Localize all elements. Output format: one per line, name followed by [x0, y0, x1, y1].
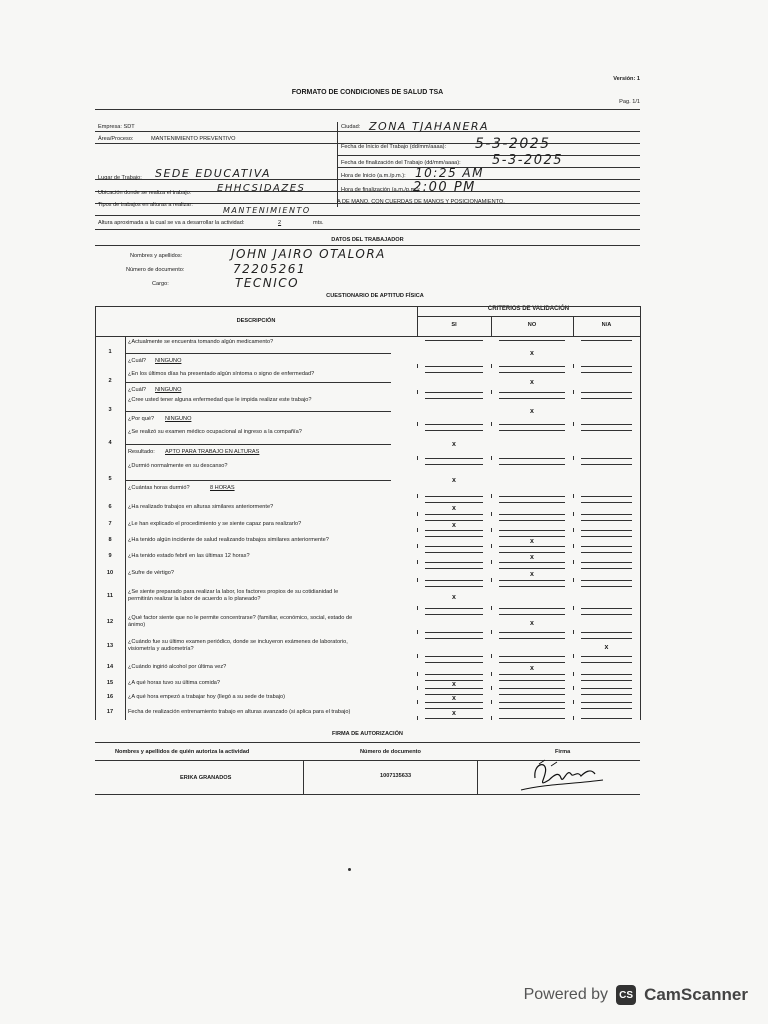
- altura-value: 2: [278, 220, 282, 226]
- row-number: 12: [106, 618, 114, 625]
- row-question: ¿Qué factor siente que no le permite concentrarse? (familiar, económico, social, estado de: [128, 615, 353, 621]
- lugar-value: SEDE EDUCATIVA: [155, 167, 271, 180]
- form-title: FORMATO DE CONDICIONES DE SALUD TSA: [291, 89, 444, 96]
- col-na: N/A: [601, 322, 612, 328]
- camscanner-logo-icon: CS: [616, 985, 636, 1005]
- lugar-label: Lugar de Trabajo:: [98, 175, 142, 181]
- row-question: ¿Se siente preparado para realizar la labor, los factores propios de su cotidianidad le: [128, 589, 339, 595]
- row-question: ¿Ha tenido estado febril en las últimas 12 horas?: [128, 552, 250, 559]
- row-number: 2: [108, 377, 112, 384]
- row-question: ¿A qué horas tuvo su última comida?: [128, 679, 221, 686]
- answer-mark: x: [452, 477, 456, 484]
- row-number: 5: [108, 475, 112, 482]
- row-number: 1: [108, 348, 112, 355]
- row-number: 8: [108, 536, 112, 543]
- row-number: 15: [106, 679, 114, 686]
- auth-col-nombre: Nombres y apellidos de quién autoriza la actividad: [115, 749, 250, 755]
- auth-section-title: FIRMA DE AUTORIZACIÓN: [332, 731, 403, 737]
- fecha-inicio-label: Fecha de Inicio del Trabajo (dd/mm/aaaa):: [341, 144, 447, 150]
- ciudad-label: Ciudad:: [341, 124, 361, 130]
- row-question: ¿Cuándo fue su último examen periódico, donde se incluyeron exámenes de laboratorio,: [128, 639, 348, 645]
- row-question-cont: permitirán realizar la labor de acuerdo a lo planeado?: [128, 596, 261, 602]
- row-question-cont: visiometría y audiometría?: [128, 646, 194, 652]
- nombre-value: JOHN JAIRO OTALORA: [231, 247, 386, 261]
- answer-mark: x: [530, 350, 534, 357]
- tipos-extra: A DE MANO, CON CUERDAS DE MANOS Y POSICIONAMIENTO.: [337, 199, 505, 205]
- row-question-cont: ánimo): [128, 622, 146, 628]
- row-number: 17: [106, 708, 114, 715]
- row-sub-value: NINGUNO: [155, 387, 182, 393]
- ubicacion-label: Ubicación donde se realiza el trabajo:: [98, 190, 192, 196]
- row-question: ¿Se realizó su examen médico ocupacional al ingreso a la compañía?: [128, 429, 302, 435]
- row-number: 7: [108, 520, 112, 527]
- answer-mark: x: [530, 620, 534, 627]
- row-question: ¿Durmió normalmente en su descanso?: [128, 463, 228, 469]
- row-number: 3: [108, 406, 112, 413]
- signature-image: [515, 748, 605, 796]
- camscanner-watermark: [524, 985, 748, 1005]
- row-number: 14: [106, 663, 114, 670]
- area-value: MANTENIMIENTO PREVENTIVO: [151, 136, 236, 142]
- row-question: ¿Sufre de vértigo?: [128, 569, 175, 576]
- answer-mark: x: [452, 681, 456, 688]
- questionnaire-title: CUESTIONARIO DE APTITUD FÍSICA: [326, 293, 424, 299]
- area-label: Área/Proceso:: [98, 136, 134, 142]
- answer-mark: x: [452, 710, 456, 717]
- row-sub-label: ¿Cuál?: [128, 358, 147, 364]
- answer-mark: x: [452, 695, 456, 702]
- row-sub-value: APTO PARA TRABAJO EN ALTURAS: [165, 449, 260, 455]
- auth-col-documento: Número de documento: [360, 749, 421, 755]
- row-question: ¿Ha realizado trabajos en alturas similares anteriormente?: [128, 503, 274, 510]
- row-sub-label: ¿Cuál?: [128, 387, 147, 393]
- hora-inicio-value: 10:25 AM: [415, 166, 484, 180]
- altura-unit: mts.: [313, 220, 324, 226]
- row-number: 6: [108, 503, 112, 510]
- answer-mark: x: [452, 505, 456, 512]
- fecha-fin-value: 5-3-2025: [492, 153, 564, 168]
- answer-mark: x: [604, 644, 609, 651]
- auth-col-firma: Firma: [555, 749, 571, 755]
- tipos-value: MANTENIMIENTO: [223, 206, 311, 215]
- row-number: 10: [106, 569, 114, 576]
- nombre-label: Nombres y apellidos:: [130, 253, 183, 259]
- ubicacion-value: EHHCSIDAZES: [217, 183, 306, 194]
- powered-by-label: Powered by: [523, 986, 609, 1003]
- answer-mark: x: [530, 554, 534, 561]
- auth-documento-value: 1007135633: [380, 773, 412, 779]
- hora-inicio-label: Hora de Inicio (a.m./p.m.):: [341, 173, 406, 179]
- row-number: 11: [107, 592, 113, 599]
- fecha-inicio-value: 5-3-2025: [475, 136, 551, 152]
- tipos-label: Tipos de trabajos en alturas a realizar:: [98, 202, 193, 208]
- ciudad-value: ZONA TJAHANERA: [369, 120, 490, 133]
- row-number: 4: [108, 439, 112, 446]
- col-no: NO: [527, 322, 537, 328]
- row-question: ¿Actualmente se encuentra tomando algún medicamento?: [128, 339, 274, 345]
- row-question: ¿Ha tenido algún incidente de salud realizando trabajos similares anteriormente?: [128, 536, 329, 543]
- col-si: SI: [451, 322, 457, 328]
- row-question: ¿Cuándo ingirió alcohol por última vez?: [128, 663, 227, 670]
- row-question: ¿Cree usted tener alguna enfermedad que le impida realizar este trabajo?: [128, 397, 312, 403]
- row-question: ¿Le han explicado el procedimiento y se siente capaz para realizarlo?: [128, 520, 302, 527]
- page-number: Pag. 1/1: [619, 99, 640, 105]
- answer-mark: x: [452, 594, 456, 601]
- answer-mark: x: [530, 665, 534, 672]
- col-descripcion: DESCRIPCIÓN: [236, 318, 276, 324]
- empresa-label: Empresa: SDT: [98, 124, 135, 130]
- row-number: 16: [106, 693, 114, 700]
- row-number: 9: [108, 552, 112, 559]
- answer-mark: x: [530, 571, 534, 578]
- row-question: ¿En los últimos días ha presentado algún síntoma o signo de enfermedad?: [128, 371, 315, 377]
- row-sub-value: 8 HORAS: [210, 485, 235, 491]
- documento-label: Número de documento:: [126, 267, 185, 273]
- documento-value: 72205261: [233, 262, 307, 276]
- fecha-fin-label: Fecha de finalización del Trabajo (dd/mm/aaaa):: [341, 160, 461, 166]
- row-sub-label: ¿Cuántas horas durmió?: [128, 485, 190, 491]
- row-question: Fecha de realización entrenamiento trabajo en alturas avanzado (si aplica para el trabajo): [128, 708, 351, 715]
- altura-label: Altura aproximada a la cual se va a desarrollar la actividad:: [98, 220, 245, 226]
- row-sub-value: NINGUNO: [165, 416, 192, 422]
- hora-fin-label: Hora de finalización (a.m./p.m.):: [341, 187, 421, 193]
- criterios-title: CRITERIOS DE VALIDACIÓN: [487, 306, 570, 312]
- camscanner-brand: CamScanner: [644, 985, 748, 1004]
- worker-section-title: DATOS DEL TRABAJADOR: [331, 237, 404, 243]
- row-sub-label: Resultado:: [128, 449, 155, 455]
- row-question: ¿A qué hora empezó a trabajar hoy (llegó a su sede de trabajo): [128, 693, 286, 700]
- cargo-value: TECNICO: [235, 276, 300, 290]
- health-form: [95, 72, 640, 797]
- row-sub-value: NINGUNO: [155, 358, 182, 364]
- cargo-label: Cargo:: [152, 281, 169, 287]
- version-label: Versión: 1: [613, 76, 640, 82]
- auth-nombre-value: ERIKA GRANADOS: [180, 775, 232, 781]
- answer-mark: x: [530, 538, 534, 545]
- answer-mark: x: [452, 522, 456, 529]
- row-sub-label: ¿Por qué?: [128, 416, 155, 422]
- answer-mark: x: [530, 408, 534, 415]
- row-number: 13: [106, 642, 114, 649]
- answer-mark: x: [452, 441, 456, 448]
- speck: [348, 868, 351, 871]
- answer-mark: x: [530, 379, 534, 386]
- hora-fin-value: 2:00 PM: [413, 180, 476, 195]
